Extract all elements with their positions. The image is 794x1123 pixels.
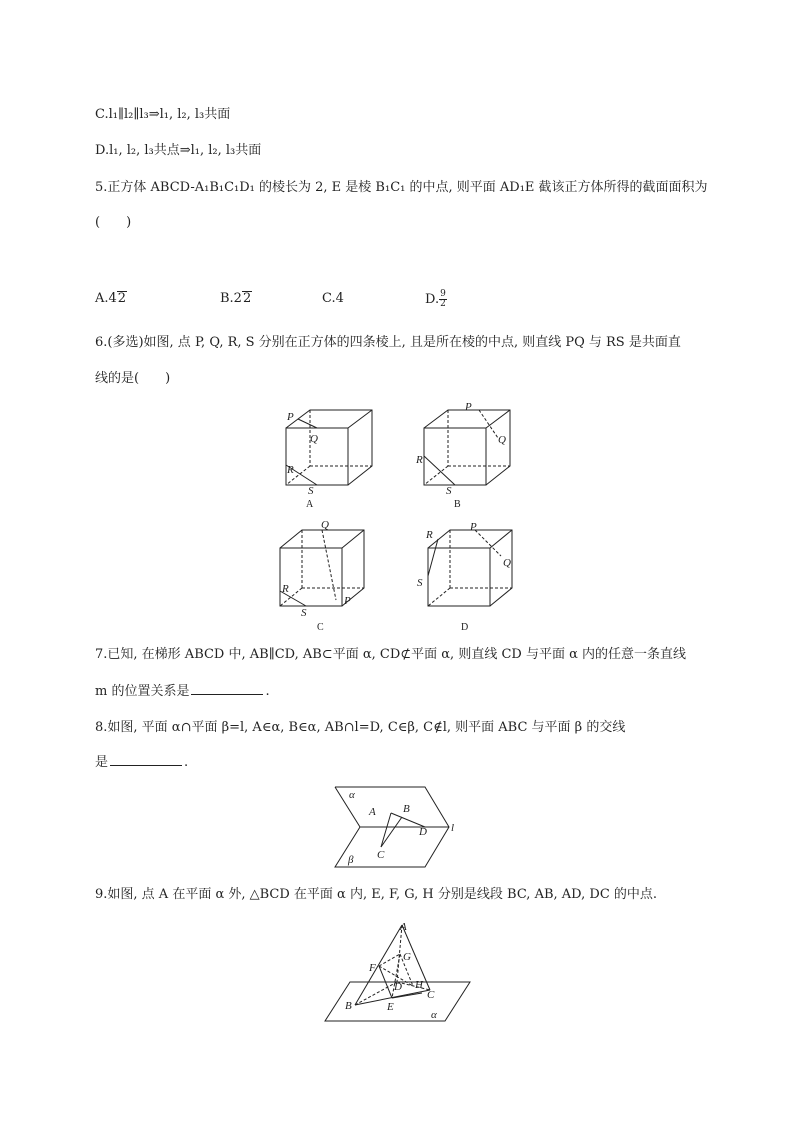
fig8-label-d: D — [419, 826, 427, 838]
fig8-label-c: C — [377, 849, 385, 861]
question-7-text: 7.已知, 在梯形 ABCD 中, AB∥CD, AB⊂平面 α, CD⊄平面 α, 则直线 CD 与平面 α 内的任意一条直线 — [95, 647, 686, 662]
cube-d-label-q: Q — [503, 557, 511, 569]
fig9-label-h: H — [415, 979, 423, 991]
cube-b-label-r: R — [416, 454, 423, 466]
cube-c-label-q: Q — [321, 519, 329, 531]
cube-c-label-r: R — [282, 583, 289, 595]
fig8-label-a: A — [369, 806, 376, 818]
sqrt-b: 2 — [242, 291, 252, 306]
cube-b-caption: B — [454, 499, 461, 510]
cube-b-label-q: Q — [498, 434, 506, 446]
option-c-text: C.l₁∥l₂∥l₃⇒l₁, l₂, l₃共面 — [95, 107, 231, 122]
cube-d-label-s: S — [417, 577, 423, 589]
q5-option-a: A.42 — [95, 291, 127, 306]
question-6-text: 6.(多选)如图, 点 P, Q, R, S 分别在正方体的四条棱上, 且是所在棱的中点, 则直线 PQ 与 RS 是共面直 — [95, 335, 681, 350]
fig9-label-f: F — [369, 962, 376, 974]
cube-c-label-p: P — [344, 595, 351, 607]
fig9-label-c: C — [427, 989, 435, 1001]
question-5-paren: ( ) — [95, 215, 132, 230]
q5-option-b: B.22 — [220, 291, 252, 306]
answer-blank-7 — [191, 682, 263, 695]
cube-c-label-s: S — [301, 607, 307, 619]
planes-figure-8 — [335, 787, 470, 870]
answer-blank-8 — [110, 753, 182, 766]
question-8-text: 8.如图, 平面 α∩平面 β=l, A∈α, B∈α, AB∩l=D, C∈β, C∉l, 则平面 ABC 与平面 β 的交线 — [95, 720, 626, 735]
cube-a-caption: A — [306, 499, 314, 510]
question-8-text-cont: 是 . — [95, 755, 189, 770]
fig8-label-b: B — [403, 803, 410, 815]
cube-c-caption: C — [317, 622, 324, 633]
tetrahedron-figure-9 — [325, 920, 475, 1026]
cube-a-label-p: P — [287, 411, 294, 423]
question-5-text: 5.正方体 ABCD-A₁B₁C₁D₁ 的棱长为 2, E 是棱 B₁C₁ 的中点, 则平面 AD₁E 截该正方体所得的截面面积为 — [95, 180, 708, 195]
fig9-label-e: E — [387, 1001, 394, 1013]
cube-b-label-p: P — [465, 401, 472, 413]
q5-option-c: C.4 — [322, 291, 344, 306]
fig9-label-alpha: α — [431, 1009, 437, 1021]
cube-d-caption: D — [461, 622, 469, 633]
question-6-text-cont: 线的是( ) — [95, 371, 171, 386]
fig8-label-beta: β — [348, 854, 354, 866]
fig9-label-a: A — [400, 921, 407, 933]
cube-a-label-q: Q — [310, 433, 318, 445]
fig9-label-d: D — [394, 981, 402, 993]
fig8-label-alpha: α — [349, 789, 355, 801]
sqrt-a: 2 — [117, 291, 127, 306]
cube-d-label-p: P — [470, 521, 477, 533]
cube-a-label-s: S — [308, 485, 314, 497]
option-d-text: D.l₁, l₂, l₃共点⇒l₁, l₂, l₃共面 — [95, 143, 262, 158]
cube-b-label-s: S — [446, 485, 452, 497]
cube-figure-a — [270, 405, 380, 510]
fig9-label-g: G — [403, 951, 411, 963]
cube-figure-b — [408, 401, 518, 510]
cube-a-label-r: R — [287, 464, 294, 476]
cube-figure-d — [410, 518, 520, 636]
fig9-label-b: B — [345, 1000, 352, 1012]
fig8-label-l: l — [451, 822, 455, 834]
cube-d-label-r: R — [426, 529, 433, 541]
q5-option-d: D. $\frac{9}{2}$ — [425, 289, 446, 309]
question-9-text: 9.如图, 点 A 在平面 α 外, △BCD 在平面 α 内, E, F, G, H 分别是线段 BC, AB, AD, DC 的中点. — [95, 887, 658, 902]
question-7-text-cont: m 的位置关系是 . — [95, 684, 270, 699]
cube-figure-c — [270, 518, 380, 636]
